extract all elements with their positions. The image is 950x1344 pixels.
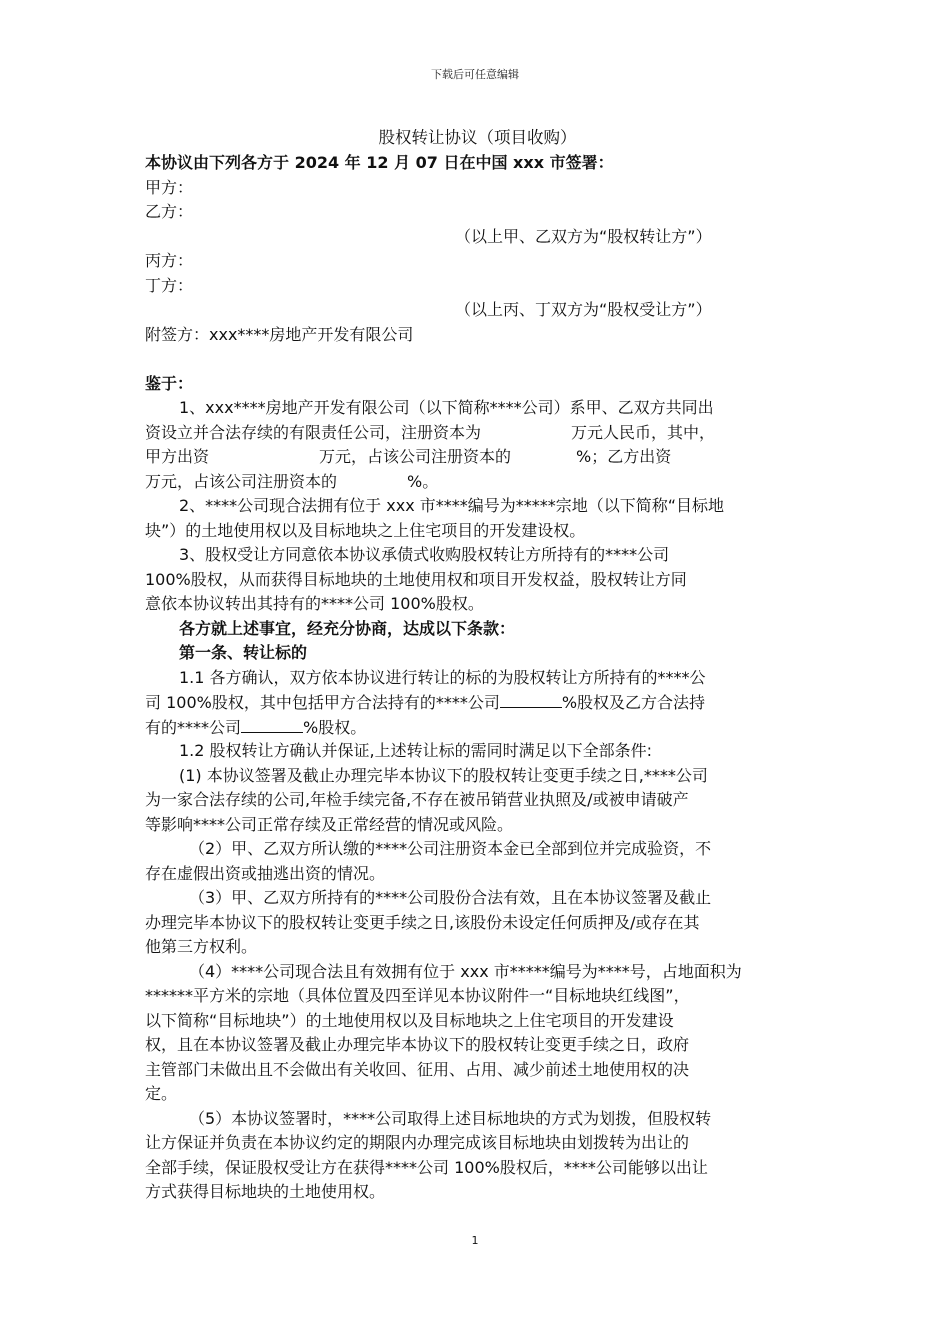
document-body — [145, 126, 810, 1205]
condition-4-line-3: 以下简称“目标地块”）的土地使用权以及目标地块之上住宅项目的开发建设 — [145, 1010, 674, 1030]
condition-4-line-6: 定。 — [145, 1084, 178, 1103]
intro-line: 本协议由下列各方于 2024 年 12 月 07 日在中国 xxx 市签署： — [145, 153, 614, 172]
condition-1-line-2: 为一家合法存续的公司,年检手续完备,不存在被吊销营业执照及/或被申请破产 — [145, 790, 689, 809]
condition-4-line-2: ******平方米的宗地（具体位置及四至详见本协议附件一“目标地块红线图”， — [145, 986, 690, 1005]
whereas-1-line-1: 1、xxx****房地产开发有限公司（以下简称****公司）系甲、乙双方共同出 — [179, 398, 714, 417]
whereas-1-line-4: 万元，占该公司注册资本的 %。 — [145, 471, 439, 491]
page-number: 1 — [471, 1234, 479, 1247]
condition-4-line-5: 主管部门未做出且不会做出有关收回、征用、占用、减少前述土地使用权的决 — [145, 1059, 690, 1079]
whereas-3-line-3: 意依本协议转出其持有的****公司 100%股权。 — [145, 594, 484, 613]
condition-3-line-2: 办理完毕本协议下的股权转让变更手续之日,该股份未设定任何质押及/或存在其 — [145, 912, 700, 932]
condition-5-line-4: 方式获得目标地块的土地使用权。 — [145, 1182, 386, 1201]
transferor-note: （以上甲、乙双方为“股权转让方”） — [455, 226, 712, 246]
whereas-3-line-1: 3、股权受让方同意依本协议承债式收购股权转让方所持有的****公司 — [179, 545, 670, 564]
clause-1-2: 1.2 股权转让方确认并保证,上述转让标的需同时满足以下全部条件: — [179, 741, 653, 760]
cosigner-line: 附签方：xxx****房地产开发有限公司 — [145, 324, 414, 344]
clause-1-1-line-2: 司 100%股权，其中包括甲方合法持有的****公司 %股权及乙方合法持 — [145, 690, 810, 715]
condition-3-line-1: （3）甲、乙双方所持有的****公司股份合法有效，且在本协议签署及截止 — [189, 888, 712, 907]
condition-5-line-3: 全部手续，保证股权受让方在获得****公司 100%股权后，****公司能够以出让 — [145, 1157, 708, 1177]
condition-3-line-3: 他第三方权利。 — [145, 937, 258, 956]
article-1-heading: 第一条、转让标的 — [179, 643, 308, 662]
party-b: 乙方： — [145, 202, 194, 221]
clause-1-1-line-1: 1.1 各方确认，双方依本协议进行转让的标的为股权转让方所持有的****公 — [179, 667, 706, 687]
party-a: 甲方： — [145, 177, 194, 197]
condition-1-line-3: 等影响****公司正常存续及正常经营的情况或风险。 — [145, 814, 514, 834]
whereas-1-line-3: 甲方出资 万元，占该公司注册资本的 %；乙方出资 — [145, 447, 672, 466]
whereas-2-line-1: 2、****公司现合法拥有位于 xxx 市****编号为*****宗地（以下简称“目标地 — [179, 496, 725, 515]
agreement-statement: 各方就上述事宜，经充分协商，达成以下条款： — [179, 618, 516, 638]
party-d: 丁方： — [145, 275, 194, 295]
whereas-heading: 鉴于： — [145, 373, 194, 393]
condition-2-line-1: （2）甲、乙双方所认缴的****公司注册资本金已全部到位并完成验资，不 — [189, 839, 712, 858]
whereas-3-line-2: 100%股权，从而获得目标地块的土地使用权和项目开发权益，股权转让方同 — [145, 569, 687, 589]
condition-1-line-1: (1) 本协议签署及截止办理完毕本协议下的股权转让变更手续之日,****公司 — [179, 765, 708, 785]
condition-5-line-2: 让方保证并负责在本协议约定的期限内办理完成该目标地块由划拨转为出让的 — [145, 1133, 690, 1152]
transferee-note: （以上丙、丁双方为“股权受让方”） — [455, 300, 712, 319]
condition-5-line-1: （5）本协议签署时，****公司取得上述目标地块的方式为划拨，但股权转 — [189, 1108, 712, 1128]
condition-4-line-1: （4）****公司现合法且有效拥有位于 xxx 市*****编号为****号，占地面积为 — [189, 961, 742, 981]
document-title: 股权转让协议（项目收购） — [378, 128, 577, 147]
whereas-2-line-2: 块”）的土地使用权以及目标地块之上住宅项目的开发建设权。 — [145, 520, 586, 540]
condition-4-line-4: 权，且在本协议签署及截止办理完毕本协议下的股权转让变更手续之日，政府 — [145, 1035, 690, 1054]
clause-1-1-line-3: 有的****公司 %股权。 — [145, 715, 810, 740]
condition-2-line-2: 存在虚假出资或抽逃出资的情况。 — [145, 863, 386, 883]
party-c: 丙方： — [145, 251, 194, 270]
page-header: 下载后可任意编辑 — [431, 68, 519, 81]
whereas-1-line-2: 资设立并合法存续的有限责任公司，注册资本为 万元人民币，其中， — [145, 422, 716, 442]
